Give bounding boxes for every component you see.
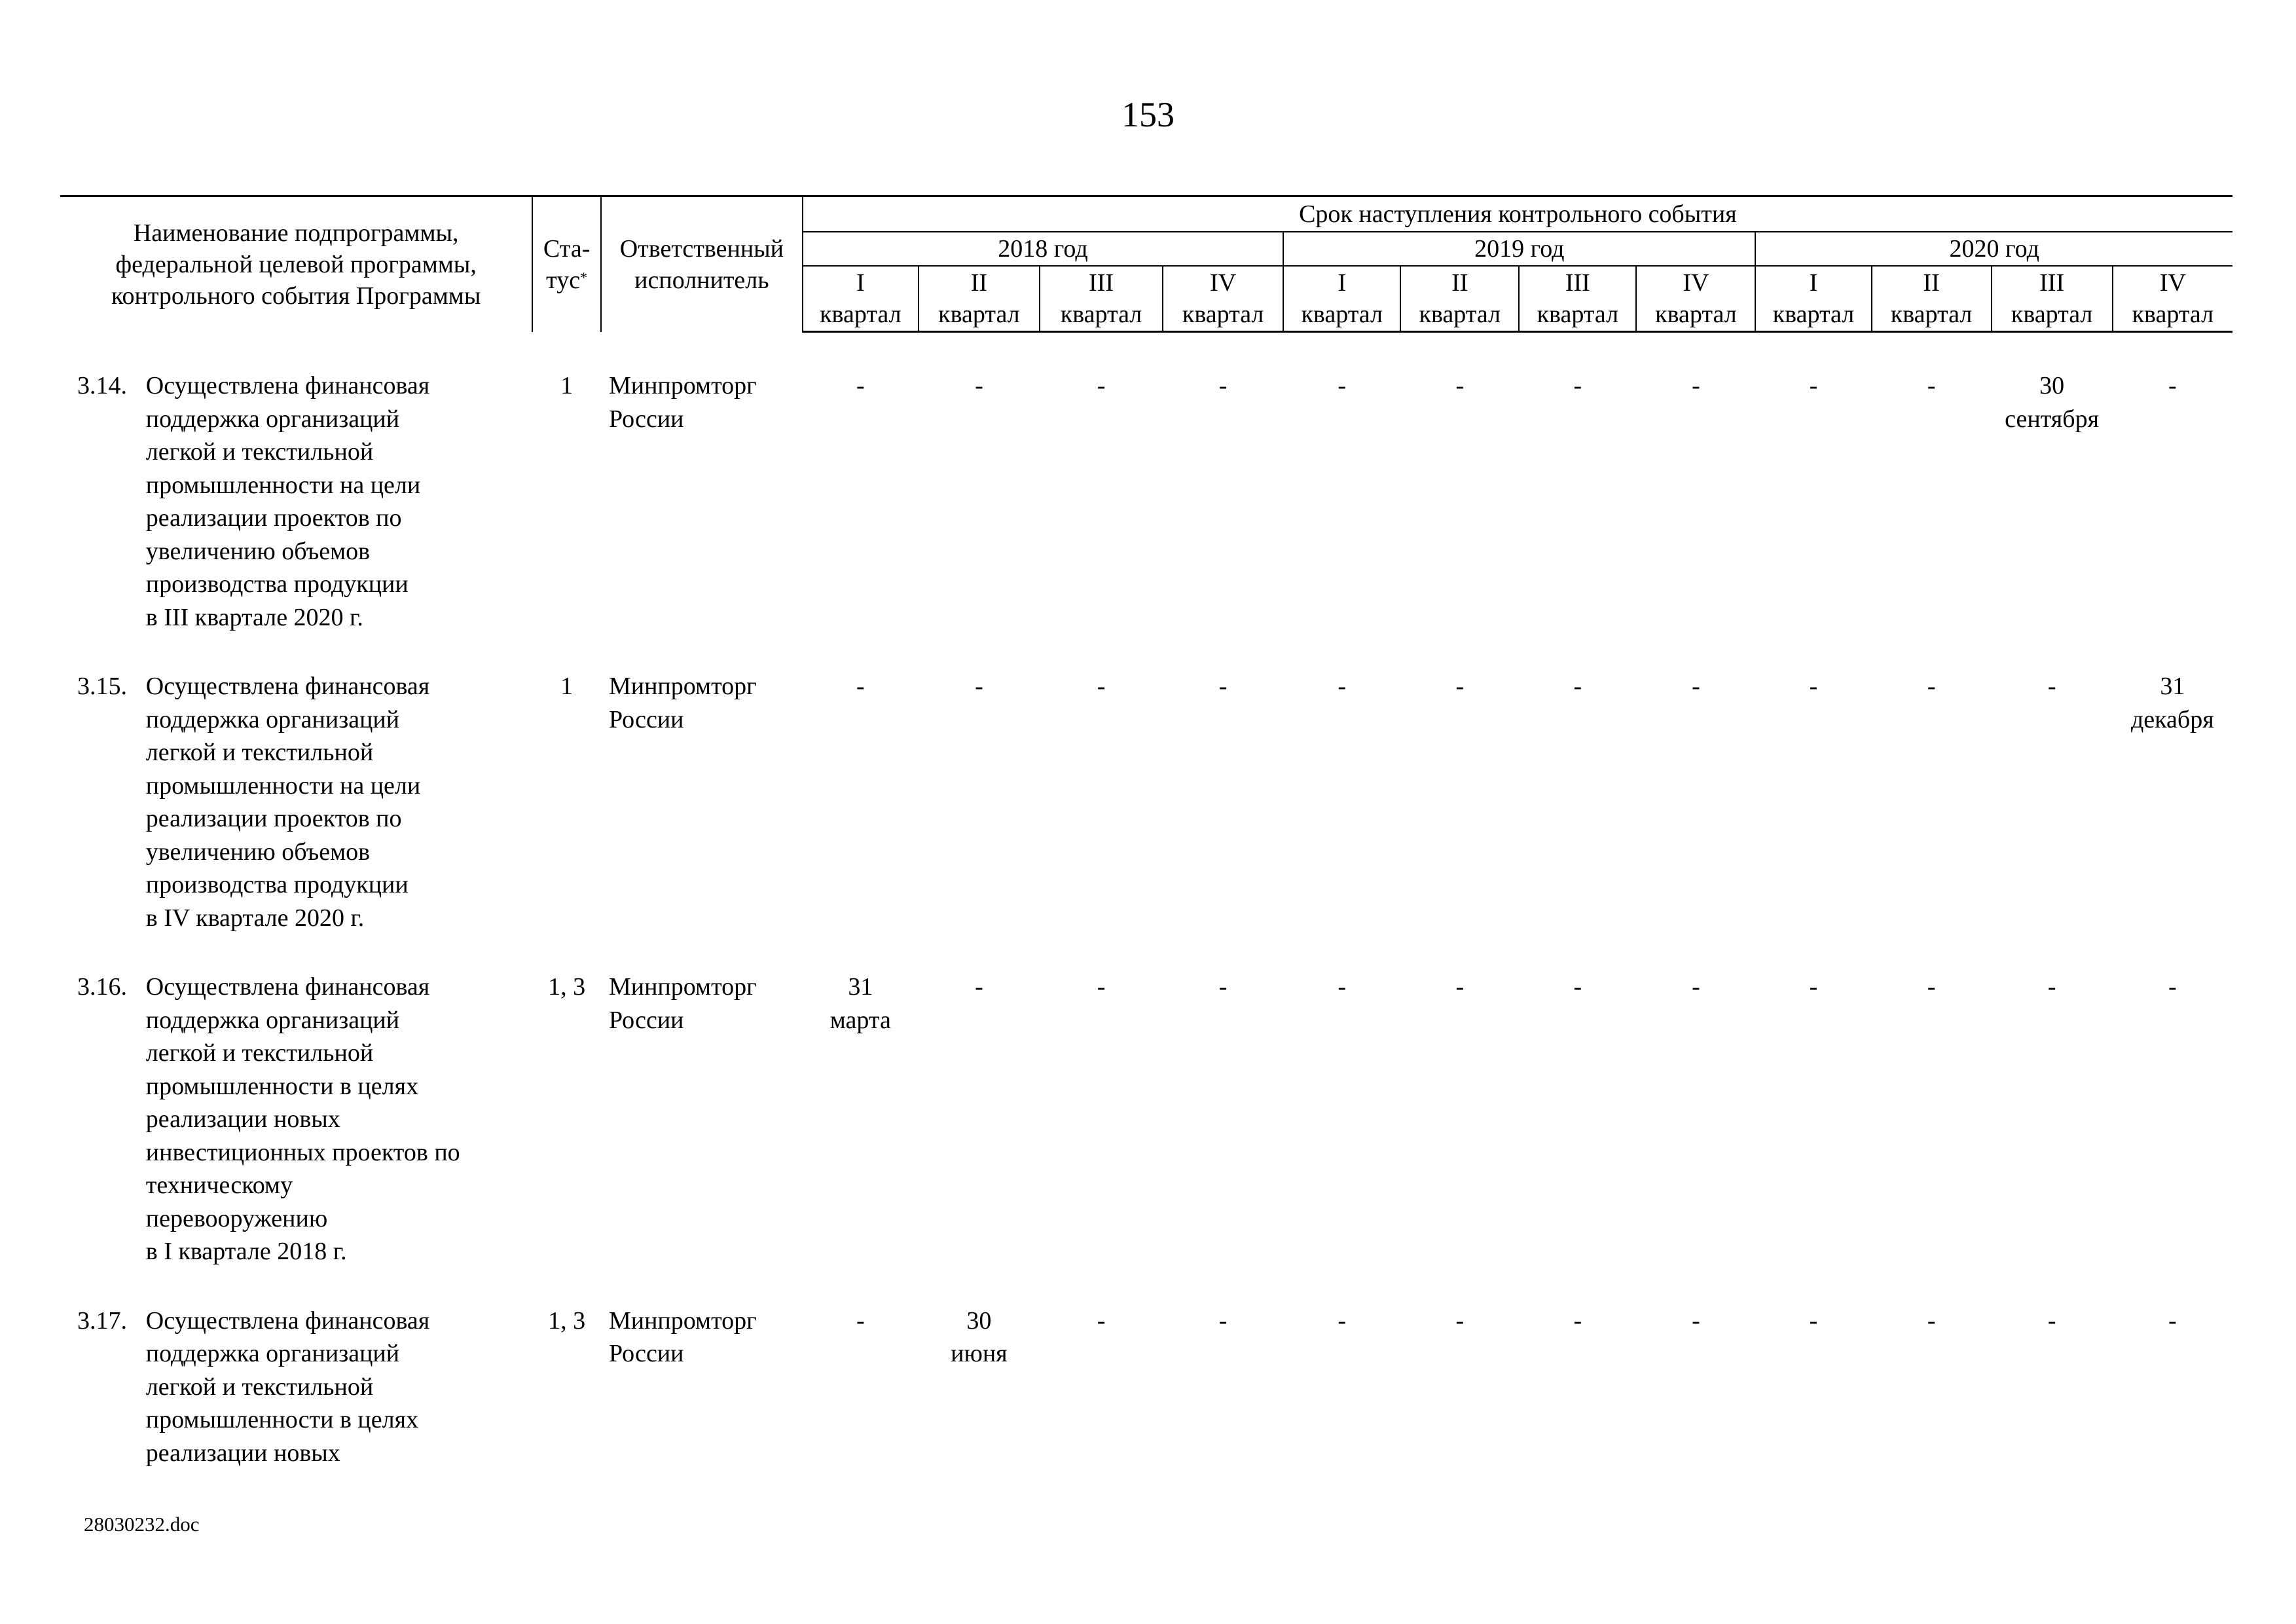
event-name-line: Осуществлена финансовая <box>145 372 430 399</box>
quarter-deadline-text: - <box>2168 372 2177 399</box>
quarter-deadline-cell <box>1519 369 1636 670</box>
event-status: 1, 3 <box>548 973 586 1001</box>
event-name-line: легкой и текстильной <box>145 1039 374 1067</box>
event-name-line: Осуществлена финансовая <box>145 673 430 700</box>
quarter-deadline-cell <box>803 970 919 1304</box>
table-row <box>60 670 2232 970</box>
event-name-line: поддержка организаций <box>145 705 400 733</box>
table-row <box>60 369 2232 670</box>
header-responsible-line: Ответственный <box>619 234 784 263</box>
event-name-line: поддержка организаций <box>145 405 400 433</box>
header-quarter-numeral: IV <box>1683 269 1709 297</box>
event-name-line: инвестиционных проектов по <box>145 1138 460 1166</box>
quarter-deadline-text: 30 <box>966 1306 992 1335</box>
header-status-mark: * <box>580 268 588 286</box>
quarter-deadline-text: - <box>1455 973 1465 1001</box>
quarter-deadline-text: - <box>2047 1306 2056 1335</box>
quarter-deadline-text: - <box>1809 1306 1818 1335</box>
quarter-deadline-cell <box>1519 970 1636 1304</box>
table-header <box>60 196 2232 332</box>
quarter-deadline-text: - <box>1338 973 1347 1001</box>
quarter-deadline-text: - <box>856 1306 865 1335</box>
header-quarter-word: квартал <box>1301 301 1383 328</box>
quarter-deadline-cell <box>1755 670 1871 970</box>
header-quarter-numeral: II <box>1923 269 1940 297</box>
quarter-deadline-cell <box>1519 670 1636 970</box>
quarter-deadline-text: - <box>1809 372 1818 399</box>
quarter-deadline-text: декабря <box>2130 705 2214 733</box>
quarter-deadline-text: марта <box>829 1006 891 1034</box>
event-status: 1 <box>560 372 574 399</box>
quarter-deadline-cell <box>803 1304 919 1506</box>
header-status-line: тус <box>546 266 581 294</box>
event-responsible-line: Минпромторг <box>608 1306 757 1335</box>
header-quarter-word: квартал <box>1655 301 1737 328</box>
event-name-line: поддержка организаций <box>145 1340 400 1367</box>
header-status-cell <box>532 196 601 332</box>
event-status: 1 <box>560 673 574 700</box>
quarter-deadline-text: 31 <box>2160 673 2185 700</box>
quarter-deadline-text: - <box>1927 673 1936 700</box>
header-quarter-word: квартал <box>1182 301 1264 328</box>
header-quarter-cell <box>1872 266 1992 332</box>
quarter-deadline-text: - <box>1338 372 1347 399</box>
quarter-deadline-cell <box>1755 970 1871 1304</box>
header-quarter-numeral: I <box>1809 269 1818 297</box>
quarter-deadline-cell <box>1755 1304 1871 1506</box>
quarter-deadline-text: - <box>1692 1306 1700 1335</box>
quarter-deadline-cell <box>1400 670 1519 970</box>
event-name-line: в III квартале 2020 г. <box>145 603 363 631</box>
header-quarter-cell <box>919 266 1040 332</box>
quarter-deadline-cell <box>1040 1304 1163 1506</box>
quarter-deadline-cell <box>1636 1304 1755 1506</box>
quarter-deadline-text: - <box>1218 1306 1228 1335</box>
event-status: 1, 3 <box>548 1306 586 1335</box>
quarter-deadline-cell <box>1163 670 1283 970</box>
quarter-deadline-text: - <box>1692 673 1700 700</box>
event-name-line: реализации новых <box>145 1105 340 1133</box>
quarter-deadline-cell <box>1992 970 2113 1304</box>
quarter-deadline-text: - <box>1927 973 1936 1001</box>
header-quarter-cell <box>803 266 919 332</box>
header-quarter-numeral: IV <box>2159 269 2186 297</box>
event-number: 3.17. <box>77 1306 127 1335</box>
quarter-deadline-cell <box>1163 369 1283 670</box>
header-quarter-word: квартал <box>1060 301 1142 328</box>
table-body <box>60 332 2232 1506</box>
quarter-deadline-cell <box>1755 369 1871 670</box>
event-name-line: легкой и текстильной <box>145 438 374 466</box>
quarter-deadline-cell <box>919 369 1040 670</box>
event-name <box>146 369 533 670</box>
quarter-deadline-text: - <box>1097 1306 1106 1335</box>
quarter-deadline-cell <box>919 670 1040 970</box>
event-responsible <box>601 670 803 970</box>
event-name-line: реализации проектов по <box>145 504 402 532</box>
quarter-deadline-text: - <box>1809 673 1818 700</box>
quarter-deadline-text: - <box>1927 372 1936 399</box>
header-quarter-numeral: I <box>856 269 865 297</box>
header-status-line: Ста- <box>543 234 591 263</box>
quarter-deadline-text: - <box>1455 673 1465 700</box>
quarter-deadline-text: - <box>1455 372 1465 399</box>
quarter-deadline-cell <box>1636 369 1755 670</box>
event-name-line: промышленности в целях <box>145 1072 419 1100</box>
header-quarter-cell <box>1755 266 1871 332</box>
footer-filename: 28030232.doc <box>84 1513 200 1536</box>
quarter-deadline-text: - <box>856 673 865 700</box>
table-row <box>60 970 2232 1304</box>
quarter-deadline-cell <box>1636 670 1755 970</box>
control-events-table <box>60 195 2232 1505</box>
event-responsible-line: Минпромторг <box>608 973 757 1001</box>
event-name <box>146 670 533 970</box>
header-quarter-cell <box>2113 266 2232 332</box>
event-name-line: легкой и текстильной <box>145 1373 374 1401</box>
event-name-line: промышленности на цели <box>145 771 421 800</box>
quarter-deadline-cell <box>1872 1304 1992 1506</box>
event-responsible <box>601 1304 803 1506</box>
quarter-deadline-cell <box>2113 670 2232 970</box>
quarter-deadline-text: - <box>856 372 865 399</box>
header-quarter-word: квартал <box>1537 301 1619 328</box>
event-name-line: техническому <box>145 1172 293 1199</box>
event-responsible-line: Минпромторг <box>608 673 757 700</box>
quarter-deadline-text: - <box>2168 1306 2177 1335</box>
quarter-deadline-cell <box>1872 369 1992 670</box>
event-responsible-line: России <box>608 1006 684 1034</box>
quarter-deadline-text: - <box>1218 372 1228 399</box>
quarter-deadline-cell <box>1283 670 1400 970</box>
quarter-deadline-text: 31 <box>848 973 873 1001</box>
quarter-deadline-cell <box>1519 1304 1636 1506</box>
quarter-deadline-cell <box>1283 369 1400 670</box>
event-responsible <box>601 970 803 1304</box>
quarter-deadline-text: - <box>2168 973 2177 1001</box>
header-quarter-cell <box>1636 266 1755 332</box>
header-quarter-word: квартал <box>2011 301 2093 328</box>
header-quarter-numeral: II <box>970 269 988 297</box>
quarter-deadline-cell <box>1163 1304 1283 1506</box>
quarter-deadline-cell <box>1872 970 1992 1304</box>
header-quarter-cell <box>1163 266 1283 332</box>
quarter-deadline-text: - <box>1573 673 1582 700</box>
event-number: 3.16. <box>77 973 127 1001</box>
event-name-line: Осуществлена финансовая <box>145 1306 430 1335</box>
event-responsible <box>601 369 803 670</box>
quarter-deadline-cell <box>2113 970 2232 1304</box>
header-quarter-numeral: I <box>1338 269 1347 297</box>
quarter-deadline-cell <box>1283 970 1400 1304</box>
header-quarter-cell <box>1519 266 1636 332</box>
quarter-deadline-text: - <box>1455 1306 1465 1335</box>
event-responsible-line: России <box>608 405 684 433</box>
header-quarter-word: квартал <box>938 301 1020 328</box>
event-name-line: реализации новых <box>145 1439 340 1467</box>
event-name-line: промышленности на цели <box>145 471 421 499</box>
event-name-line: в IV квартале 2020 г. <box>145 904 365 932</box>
quarter-deadline-cell <box>803 670 919 970</box>
quarter-deadline-text: - <box>975 372 983 399</box>
quarter-deadline-cell <box>1040 970 1163 1304</box>
quarter-deadline-text: - <box>2047 673 2056 700</box>
header-name-line: федеральной целевой программы, <box>115 250 477 278</box>
quarter-deadline-text: 30 <box>2039 372 2065 399</box>
header-quarter-cell <box>1283 266 1400 332</box>
header-quarter-numeral: IV <box>1210 269 1237 297</box>
event-name-line: увеличению объемов <box>145 537 371 565</box>
quarter-deadline-text: - <box>1218 973 1228 1001</box>
header-year-2019: 2019 год <box>1283 232 1755 266</box>
quarter-deadline-cell <box>1400 970 1519 1304</box>
quarter-deadline-text: - <box>1692 973 1700 1001</box>
event-name-line: легкой и текстильной <box>145 739 374 766</box>
event-number: 3.14. <box>77 372 127 399</box>
quarter-deadline-cell <box>919 970 1040 1304</box>
table-row <box>60 1304 2232 1506</box>
header-quarter-numeral: III <box>1565 269 1590 297</box>
header-quarter-numeral: III <box>2039 269 2065 297</box>
header-quarter-word: квартал <box>1890 301 1973 328</box>
event-name-line: поддержка организаций <box>145 1006 400 1034</box>
quarter-deadline-cell <box>1872 670 1992 970</box>
quarter-deadline-text: июня <box>951 1340 1008 1367</box>
quarter-deadline-cell <box>1992 369 2113 670</box>
quarter-deadline-cell <box>1636 970 1755 1304</box>
header-name-cell <box>60 196 532 332</box>
quarter-deadline-text: - <box>1338 673 1347 700</box>
header-deadline: Срок наступления контрольного события <box>803 196 2232 232</box>
quarter-deadline-cell <box>1040 369 1163 670</box>
header-quarter-numeral: II <box>1451 269 1468 297</box>
quarter-deadline-text: сентября <box>2005 405 2100 433</box>
header-quarter-word: квартал <box>2132 301 2214 328</box>
event-name <box>146 1304 533 1506</box>
header-name-line: контрольного события Программы <box>111 282 481 310</box>
event-name-line: производства продукции <box>145 570 409 598</box>
header-quarter-cell <box>1992 266 2113 332</box>
quarter-deadline-text: - <box>975 673 983 700</box>
event-name <box>146 970 533 1304</box>
event-number: 3.15. <box>77 673 127 700</box>
header-quarter-word: квартал <box>820 301 902 328</box>
event-name-line: увеличению объемов <box>145 838 371 866</box>
quarter-deadline-text: - <box>975 973 983 1001</box>
quarter-deadline-text: - <box>1573 372 1582 399</box>
event-name-line: перевооружению <box>145 1204 328 1232</box>
quarter-deadline-cell <box>1992 1304 2113 1506</box>
quarter-deadline-text: - <box>1097 973 1106 1001</box>
header-responsible-cell <box>601 196 803 332</box>
quarter-deadline-text: - <box>1692 372 1700 399</box>
quarter-deadline-cell <box>1400 369 1519 670</box>
page-number: 153 <box>1121 95 1175 134</box>
event-responsible-line: Минпромторг <box>608 372 757 399</box>
quarter-deadline-text: - <box>1097 673 1106 700</box>
event-name-line: в I квартале 2018 г. <box>145 1238 347 1265</box>
quarter-deadline-text: - <box>1097 372 1106 399</box>
header-year-2018: 2018 год <box>803 232 1283 266</box>
quarter-deadline-text: - <box>1809 973 1818 1001</box>
quarter-deadline-text: - <box>1927 1306 1936 1335</box>
event-name-line: производства продукции <box>145 871 409 898</box>
quarter-deadline-text: - <box>1573 973 1582 1001</box>
header-year-2020: 2020 год <box>1755 232 2232 266</box>
quarter-deadline-cell <box>1163 970 1283 1304</box>
quarter-deadline-text: - <box>1218 673 1228 700</box>
quarter-deadline-cell <box>1040 670 1163 970</box>
quarter-deadline-cell <box>919 1304 1040 1506</box>
header-quarter-cell <box>1040 266 1163 332</box>
event-responsible-line: России <box>608 705 684 733</box>
header-quarter-cell <box>1400 266 1519 332</box>
quarter-deadline-cell <box>1992 670 2113 970</box>
quarter-deadline-cell <box>1400 1304 1519 1506</box>
event-name-line: Осуществлена финансовая <box>145 973 430 1001</box>
quarter-deadline-cell <box>2113 369 2232 670</box>
header-responsible-line: исполнитель <box>634 266 769 294</box>
quarter-deadline-text: - <box>1338 1306 1347 1335</box>
quarter-deadline-cell <box>1283 1304 1400 1506</box>
header-quarter-word: квартал <box>1772 301 1855 328</box>
event-name-line: реализации проектов по <box>145 805 402 832</box>
quarter-deadline-cell <box>2113 1304 2232 1506</box>
header-name-line: Наименование подпрограммы, <box>133 219 459 247</box>
event-responsible-line: России <box>608 1340 684 1367</box>
quarter-deadline-cell <box>803 369 919 670</box>
quarter-deadline-text: - <box>2047 973 2056 1001</box>
quarter-deadline-text: - <box>1573 1306 1582 1335</box>
header-quarter-numeral: III <box>1089 269 1114 297</box>
event-name-line: промышленности в целях <box>145 1406 419 1433</box>
header-quarter-word: квартал <box>1419 301 1501 328</box>
